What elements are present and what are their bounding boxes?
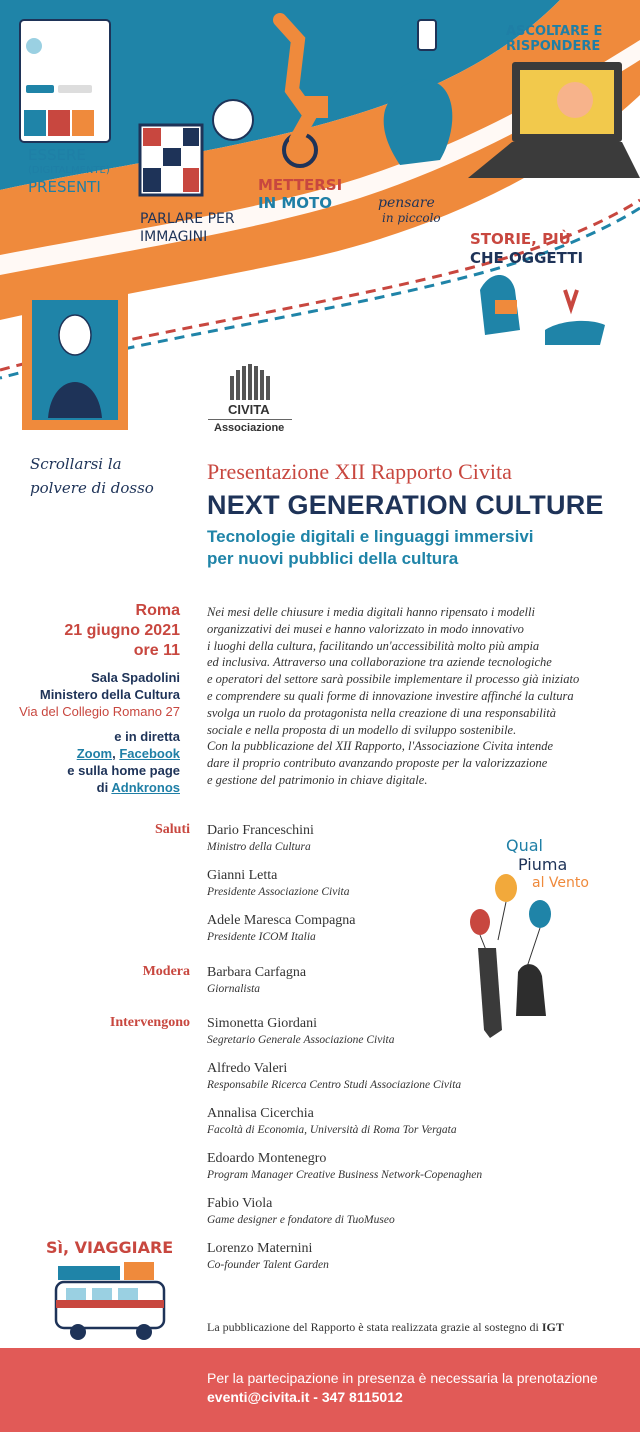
speaker-role: Ministro della Cultura xyxy=(207,841,311,853)
speaker-name: Lorenzo Maternini xyxy=(207,1241,313,1256)
label-parlare-line1: PARLARE PER xyxy=(140,211,235,227)
balloon-blue-icon xyxy=(529,900,551,928)
event-address: Via del Collegio Romano 27 xyxy=(19,704,180,719)
travel-van-svg xyxy=(40,1238,180,1348)
label-scrollarsi-line2: polvere di dosso xyxy=(30,479,154,497)
speaker-entry xyxy=(207,822,314,855)
speaker-name: Annalisa Cicerchia xyxy=(207,1106,314,1121)
paragraph-line: svolga un ruolo da protagonista nella creazione di una responsabilità xyxy=(207,705,556,720)
reservation-contacts xyxy=(207,1389,403,1405)
luggage-icon xyxy=(124,1262,154,1280)
speaker-entry xyxy=(207,1105,457,1138)
label-qual-line3: al Vento xyxy=(532,875,589,891)
sponsor-name: IGT xyxy=(541,1320,564,1334)
intervengono-label: Intervengono xyxy=(109,1015,190,1030)
label-essere-line2: (DIGITALMENTE) xyxy=(28,165,110,176)
speaker-entry xyxy=(207,912,356,945)
paragraph-line: e operatori del settore sarà possibile implementare il processo già iniziato xyxy=(207,672,580,687)
label-pensare-piccolo xyxy=(378,196,441,226)
event-venue-ministry: Ministero della Cultura xyxy=(39,687,180,702)
event-live-intro: e in diretta xyxy=(114,729,180,744)
speaker-role: Segretario Generale Associazione Civita xyxy=(207,1034,395,1046)
speaker-role: Game designer e fondatore di TuoMuseo xyxy=(207,1214,395,1226)
speaker-entry xyxy=(207,1240,329,1273)
speaker-name: Dario Franceschini xyxy=(207,823,314,838)
speaker-name: Edoardo Montenegro xyxy=(207,1151,327,1166)
paragraph-line: e gestione del patrimonio in chiave digitale. xyxy=(207,772,428,787)
mondrian-icon xyxy=(140,125,202,195)
label-qual-line1: Qual xyxy=(506,836,543,855)
thought-bubble-icon xyxy=(213,100,253,140)
event-live-di: di xyxy=(96,780,109,795)
label-mettersi-line1: METTERSI xyxy=(258,176,343,194)
header-illustration xyxy=(0,0,640,500)
speaker-role: Facoltà di Economia, Università di Roma Tor Vergata xyxy=(207,1124,457,1136)
paragraph-line: organizzativi dei musei e hanno valorizzato in modo innovativo xyxy=(207,621,524,636)
label-ascoltare-line1: ASCOLTARE E xyxy=(506,24,603,39)
speaker-role: Co-founder Talent Garden xyxy=(207,1259,329,1271)
label-mettersi-moto xyxy=(258,176,342,212)
paragraph-line: ed inclusiva. Attraverso una collaborazione tra aziende tecnologiche xyxy=(207,655,552,670)
statue-seated-icon xyxy=(516,964,546,1016)
presentation-title: Presentazione XII Rapporto Civita xyxy=(207,459,512,484)
speaker-name: Barbara Carfagna xyxy=(207,965,307,980)
facebook-link[interactable]: Facebook xyxy=(119,746,180,761)
phone-profile-icon xyxy=(20,20,110,142)
label-storie-oggetti xyxy=(470,230,583,268)
zoom-link[interactable]: Zoom xyxy=(76,746,113,761)
link-comma: , xyxy=(112,746,120,761)
label-storie-line1: STORIE, PIÙ xyxy=(470,230,571,248)
label-qual-line2: Piuma xyxy=(518,855,568,874)
paragraph-line: Nei mesi delle chiusure i media digitali hanno ripensato i modelli xyxy=(207,605,535,619)
label-essere-line3: PRESENTI xyxy=(28,178,101,196)
speaker-role: Program Manager Creative Business Network-Copenaghen xyxy=(207,1169,483,1181)
speaker-name: Gianni Letta xyxy=(207,868,278,883)
label-parlare-immagini xyxy=(140,210,235,246)
label-essere-presenti xyxy=(28,147,110,195)
saluti-label: Saluti xyxy=(154,822,190,837)
event-time: ore 11 xyxy=(133,642,180,659)
luggage-icon xyxy=(58,1266,120,1280)
reservation-notice: Per la partecipazione in presenza è necessaria la prenotazione xyxy=(207,1370,598,1386)
speaker-role: Giornalista xyxy=(207,983,261,995)
balloon-red-icon xyxy=(470,909,490,935)
wheel-icon xyxy=(136,1324,152,1340)
paragraph-line: dare il proprio contributo avanzando proposte per la valorizzazione xyxy=(207,756,548,771)
speaker-entry xyxy=(207,867,349,900)
speaker-role: Responsabile Ricerca Centro Studi Associazione Civita xyxy=(207,1079,462,1091)
modera-label: Modera xyxy=(142,964,190,979)
statue-standing-icon xyxy=(478,948,502,1038)
paragraph-line: sociale e nella proposta di un modello di sviluppo sostenibile. xyxy=(207,722,517,737)
label-pensare-line1: pensare xyxy=(378,195,435,211)
mona-lisa-frame-icon xyxy=(22,290,128,430)
label-parlare-line2: IMMAGINI xyxy=(140,229,208,245)
logo-rule xyxy=(208,419,292,420)
event-date: 21 giugno 2021 xyxy=(64,622,180,639)
label-scrollarsi-polvere xyxy=(30,452,154,500)
wheel-icon xyxy=(70,1324,86,1340)
label-mettersi-line2: IN MOTO xyxy=(258,194,333,212)
event-live-links xyxy=(19,745,180,762)
civita-logo xyxy=(208,364,298,434)
label-ascoltare-rispondere xyxy=(506,24,602,54)
reservation-footer xyxy=(0,1348,640,1432)
speaker-entry xyxy=(207,1150,482,1183)
speaker-role: Presidente Associazione Civita xyxy=(207,886,350,898)
paragraph-line: Con la pubblicazione del XII Rapporto, l'Associazione Civita intende xyxy=(207,739,554,754)
event-city: Roma xyxy=(135,602,180,619)
speaker-name: Adele Maresca Compagna xyxy=(207,913,356,928)
speaker-name: Simonetta Giordani xyxy=(207,1016,318,1031)
main-title: NEXT GENERATION CULTURE xyxy=(207,490,604,520)
paragraph-line: i luoghi della cultura, facilitando un'accessibilità molto più ampia xyxy=(207,638,540,653)
event-venue: Sala Spadolini xyxy=(91,670,180,685)
contact-phone[interactable]: 347 8115012 xyxy=(321,1389,403,1405)
reading-figures-icon xyxy=(480,275,605,345)
logo-mark-icon xyxy=(230,364,298,400)
event-live-adnkronos xyxy=(19,779,180,796)
speaker-entry xyxy=(207,1060,461,1093)
balloon-yellow-icon xyxy=(495,874,517,902)
event-live-home: e sulla home page xyxy=(67,763,180,778)
paragraph-line: e comprendere su quali forme di innovazione investire affinché la cultura xyxy=(207,688,574,703)
contact-separator: - xyxy=(309,1389,322,1405)
speaker-name: Alfredo Valeri xyxy=(207,1061,288,1076)
subtitle-line2: per nuovi pubblici della cultura xyxy=(207,549,459,568)
intro-paragraph xyxy=(207,604,597,789)
balloon-statues-svg xyxy=(462,830,612,1040)
sponsor-credit xyxy=(207,1320,564,1335)
label-ascoltare-line2: RISPONDERE xyxy=(506,39,601,54)
subtitle xyxy=(207,526,534,570)
label-si-viaggiare: Sì, VIAGGIARE xyxy=(46,1238,174,1257)
logo-name: CIVITA xyxy=(228,402,270,417)
contact-email[interactable]: eventi@civita.it xyxy=(207,1389,310,1405)
balloon-statues-illustration xyxy=(462,830,612,1040)
travel-van-illustration xyxy=(40,1238,180,1348)
speaker-entry xyxy=(207,1195,395,1228)
label-scrollarsi-line1: Scrollarsi la xyxy=(30,455,122,473)
credit-text: La pubblicazione del Rapporto è stata realizzata grazie al sostegno di xyxy=(207,1320,539,1334)
logo-subtitle: Associazione xyxy=(214,422,285,434)
speaker-name: Fabio Viola xyxy=(207,1196,273,1211)
event-info xyxy=(19,601,180,796)
label-pensare-line2: in piccolo xyxy=(382,211,441,225)
speaker-role: Presidente ICOM Italia xyxy=(207,931,316,943)
label-essere-line1: ESSERE xyxy=(28,146,86,164)
moderator-entry xyxy=(207,964,306,997)
subtitle-line1: Tecnologie digitali e linguaggi immersivi xyxy=(207,527,534,546)
adnkronos-link[interactable]: Adnkronos xyxy=(111,780,180,795)
speaker-entry xyxy=(207,1015,395,1048)
label-storie-line2: CHE OGGETTI xyxy=(470,249,584,267)
